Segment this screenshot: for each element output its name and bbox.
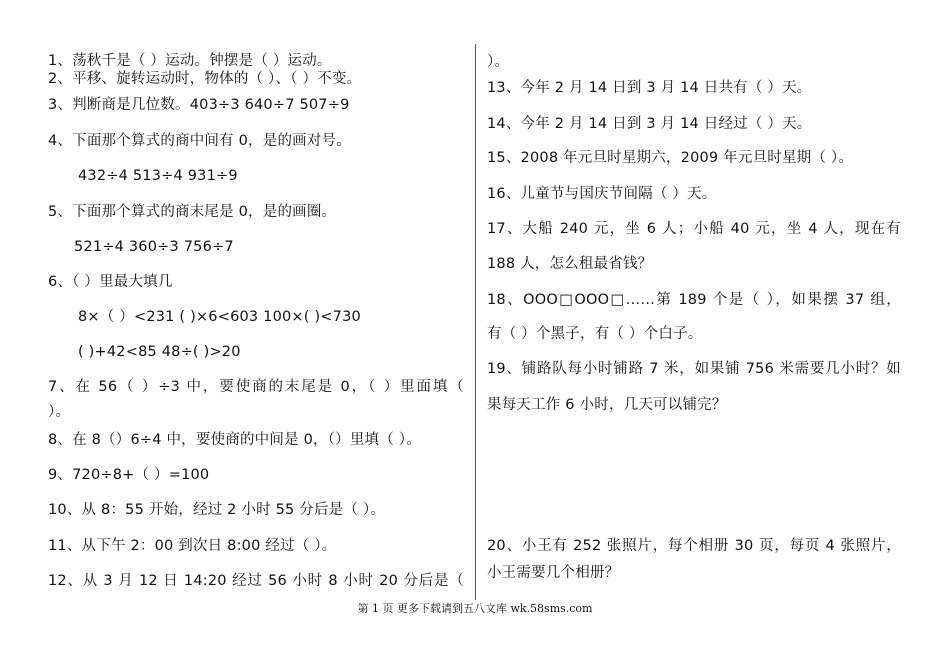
question-19-line-2: 果每天工作 6 小时，几天可以铺完？ — [487, 397, 727, 413]
question-18-line-2: 有（ ）个黑子，有（ ）个白子。 — [487, 326, 703, 342]
question-14: 14、今年 2 月 14 日到 3 月 14 日经过（ ）天。 — [487, 116, 812, 132]
question-16: 16、儿童节与国庆节间隔（ ）天。 — [487, 186, 717, 202]
question-4-items: 432÷4 513÷4 931÷9 — [78, 168, 238, 184]
question-1: 1、荡秋千是（ ）运动。钟摆是（ ）运动。 — [48, 53, 332, 69]
question-15: 15、2008 年元旦时星期六，2009 年元旦时星期（ ）。 — [487, 150, 854, 166]
question-5-items: 521÷4 360÷3 756÷7 — [74, 239, 234, 255]
question-13: 13、今年 2 月 14 日到 3 月 14 日共有（ ）天。 — [487, 80, 812, 96]
question-8: 8、在 8（）6÷4 中，要使商的中间是 0，（）里填（ ）。 — [48, 432, 421, 448]
question-7-line-1: 7、在 56（ ）÷3 中，要使商的末尾是 0，（ ）里面填（ — [48, 379, 464, 395]
question-12: 12、从 3 月 12 日 14:20 经过 56 小时 8 小时 20 分后是（ — [48, 573, 464, 589]
question-12-end: ）。 — [487, 54, 510, 70]
question-17-line-2: 188 人，怎么租最省钱？ — [487, 256, 653, 272]
question-6: 6、（ ）里最大填几 — [48, 274, 173, 290]
question-5: 5、下面那个算式的商末尾是 0，是的画圈。 — [48, 204, 337, 220]
question-9: 9、720÷8+（ ）=100 — [48, 467, 210, 483]
question-6-row-1: 8×（ ）<231 ( )×6<603 100×( )<730 — [78, 309, 361, 325]
question-19-line-1: 19、铺路队每小时铺路 7 米，如果铺 756 米需要几小时？如 — [487, 361, 901, 377]
question-10: 10、从 8：55 开始，经过 2 小时 55 分后是（ ）。 — [48, 502, 386, 518]
question-4: 4、下面那个算式的商中间有 0，是的画对号。 — [48, 133, 351, 149]
question-6-row-2: ( )+42<85 48÷( )>20 — [78, 344, 241, 360]
question-7-line-2: ）。 — [48, 404, 71, 420]
question-2: 2、平移、旋转运动时，物体的（ ）、（ ）不变。 — [48, 71, 362, 87]
question-20-line-1: 20、小王有 252 张照片，每个相册 30 页，每页 4 张照片， — [487, 538, 901, 554]
column-divider — [475, 44, 476, 600]
question-18-line-1: 18、OOO□OOO□……第 189 个是（ ），如果摆 37 组， — [487, 292, 901, 308]
question-11: 11、从下午 2：00 到次日 8:00 经过（ ）。 — [48, 538, 337, 554]
page-footer: 第 1 页 更多下载请到五八文库 wk.58sms.com — [357, 602, 593, 615]
question-3: 3、判断商是几位数。403÷3 640÷7 507÷9 — [48, 97, 350, 113]
question-20-line-2: 小王需要几个相册？ — [487, 565, 620, 581]
question-17-line-1: 17、大船 240 元，坐 6 人；小船 40 元，坐 4 人，现在有 — [487, 221, 901, 237]
